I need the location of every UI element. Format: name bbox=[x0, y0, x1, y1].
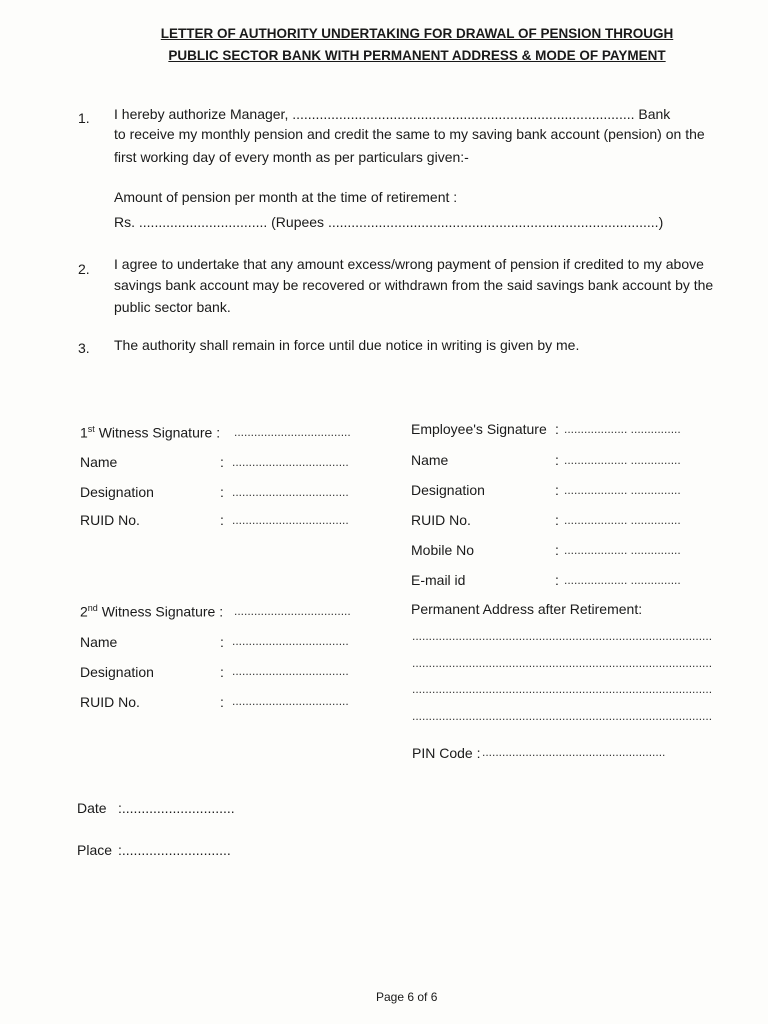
witness-1-name-label: Name bbox=[80, 454, 118, 470]
colon: : bbox=[555, 572, 559, 588]
witness-2-designation-label: Designation bbox=[80, 664, 154, 680]
colon: : bbox=[220, 694, 224, 710]
witness-2-ruid-field[interactable]: ................................... bbox=[232, 694, 349, 708]
witness-2-name-label: Name bbox=[80, 634, 118, 650]
address-line-4-field[interactable]: .......................................................................................... bbox=[412, 709, 713, 723]
employee-designation-label: Designation bbox=[411, 482, 485, 498]
page-number: Page 6 of 6 bbox=[376, 990, 438, 1004]
colon: : bbox=[220, 454, 224, 470]
witness-2-designation-field[interactable]: ................................... bbox=[232, 664, 349, 678]
item-1-line-3: first working day of every month as per particulars given:- bbox=[114, 149, 469, 165]
pin-code-field[interactable]: ....................................................... bbox=[482, 745, 666, 759]
permanent-address-label: Permanent Address after Retirement: bbox=[411, 601, 643, 617]
colon: : bbox=[220, 634, 224, 650]
document-title-line-2: PUBLIC SECTOR BANK WITH PERMANENT ADDRESS & MODE OF PAYMENT bbox=[168, 48, 666, 63]
employee-ruid-label: RUID No. bbox=[411, 512, 471, 528]
witness-1-signature-label: 1st Witness Signature : bbox=[80, 424, 221, 441]
witness-1-ruid-label: RUID No. bbox=[80, 512, 140, 528]
witness-1-designation-field[interactable]: ................................... bbox=[232, 485, 349, 499]
item-1-number: 1. bbox=[78, 110, 90, 126]
employee-mobile-field[interactable]: ................... ............... bbox=[564, 543, 681, 557]
item-2-line-2: savings bank account may be recovered or withdrawn from the said savings bank account by the bbox=[114, 277, 714, 293]
item-2-number: 2. bbox=[78, 261, 90, 277]
colon: : bbox=[220, 484, 224, 500]
item-1-line-1: I hereby authorize Manager, ........................................................................................ Bank bbox=[114, 106, 671, 122]
colon: : bbox=[555, 542, 559, 558]
employee-designation-field[interactable]: ................... ............... bbox=[564, 483, 681, 497]
date-field[interactable]: :............................. bbox=[118, 800, 235, 816]
colon: : bbox=[220, 512, 224, 528]
address-line-3-field[interactable]: .......................................................................................... bbox=[412, 682, 713, 696]
employee-email-field[interactable]: ................... ............... bbox=[564, 573, 681, 587]
item-2-line-3: public sector bank. bbox=[114, 299, 231, 315]
witness-1-ruid-field[interactable]: ................................... bbox=[232, 513, 349, 527]
witness-1-name-field[interactable]: ................................... bbox=[232, 455, 349, 469]
address-line-2-field[interactable]: .......................................................................................... bbox=[412, 656, 713, 670]
colon: : bbox=[555, 421, 559, 437]
colon: : bbox=[220, 664, 224, 680]
address-line-1-field[interactable]: .......................................................................................... bbox=[412, 629, 713, 643]
place-label: Place bbox=[77, 842, 113, 858]
place-field[interactable]: :............................ bbox=[118, 842, 231, 858]
witness-2-signature-label: 2nd Witness Signature : bbox=[80, 603, 224, 620]
colon: : bbox=[555, 512, 559, 528]
employee-signature-field[interactable]: ................... ............... bbox=[564, 422, 681, 436]
item-1-line-2: to receive my monthly pension and credit the same to my saving bank account (pension) on the bbox=[114, 126, 705, 142]
employee-mobile-label: Mobile No bbox=[411, 542, 475, 558]
employee-email-label: E-mail id bbox=[411, 572, 466, 588]
witness-2-name-field[interactable]: ................................... bbox=[232, 634, 349, 648]
employee-ruid-field[interactable]: ................... ............... bbox=[564, 513, 681, 527]
amount-label: Amount of pension per month at the time of retirement : bbox=[114, 189, 458, 205]
colon: : bbox=[555, 452, 559, 468]
employee-name-label: Name bbox=[411, 452, 449, 468]
item-3-number: 3. bbox=[78, 340, 90, 356]
item-2-line-1: I agree to undertake that any amount excess/wrong payment of pension if credited to my above bbox=[114, 256, 704, 272]
witness-1-designation-label: Designation bbox=[80, 484, 154, 500]
colon: : bbox=[555, 482, 559, 498]
witness-2-ruid-label: RUID No. bbox=[80, 694, 140, 710]
employee-name-field[interactable]: ................... ............... bbox=[564, 453, 681, 467]
pin-code-label: PIN Code : bbox=[412, 745, 481, 761]
witness-1-signature-field[interactable]: ................................... bbox=[234, 425, 351, 439]
employee-signature-label: Employee's Signature bbox=[411, 421, 547, 437]
item-3-line-1: The authority shall remain in force until due notice in writing is given by me. bbox=[114, 337, 580, 353]
document-title-line-1: LETTER OF AUTHORITY UNDERTAKING FOR DRAWAL OF PENSION THROUGH bbox=[160, 26, 674, 41]
witness-2-signature-field[interactable]: ................................... bbox=[234, 604, 351, 618]
date-label: Date bbox=[77, 800, 107, 816]
amount-rs-field: Rs. ................................. (Rupees .....................................................................................) bbox=[114, 214, 664, 230]
